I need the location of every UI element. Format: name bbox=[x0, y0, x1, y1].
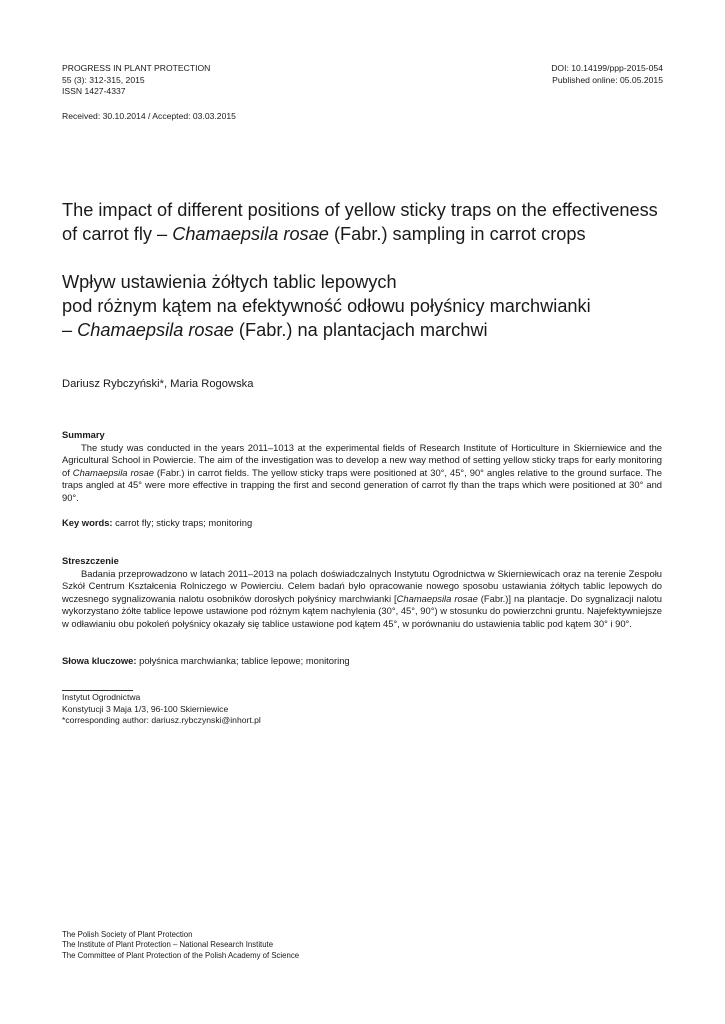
published-online: Published online: 05.05.2015 bbox=[552, 74, 663, 85]
received-accepted-dates: Received: 30.10.2014 / Accepted: 03.03.2015 bbox=[62, 111, 236, 121]
streszczenie-text-1: Badania przeprowadzono w latach 2011–2013 na polach doświadczalnych Instytutu Ogrodnictwa w Skierniewicach oraz na terenie Zespołu Szkół Centrum Kształcenia Rolniczego w Powierciu. Celem badań było opracowanie nowego sposobu ustawiania żółtych tablic lepowych do wczesnego sygnalizowania nalotu osobników dorosłych połyśnicy marchwianki [ bbox=[62, 567, 662, 604]
streszczenie-text bbox=[62, 568, 662, 631]
publisher-organizations bbox=[62, 930, 299, 961]
title-pl-line1: Wpływ ustawienia żółtych tablic lepowych bbox=[62, 272, 397, 292]
journal-volume: 55 (3): 312-315, 2015 bbox=[62, 74, 145, 85]
summary-text bbox=[62, 442, 662, 505]
summary-text-2: (Fabr.) in carrot fields. The yellow sticky traps were positioned at 30°, 45°, 90° angles relative to the ground surface. The traps angled at 45° were more effective in trapping the first and second generation of carrot fly than the traps which were positioned at 30° and 90°. bbox=[62, 466, 662, 503]
slowa-kluczowe-value: połyśnica marchwianka; tablice lepowe; monitoring bbox=[136, 655, 350, 666]
title-en-species: Chamaepsila rosae bbox=[172, 224, 329, 244]
title-pl-line3-prefix: – bbox=[62, 320, 78, 340]
journal-issn: ISSN 1427-4337 bbox=[62, 86, 126, 96]
authors: Dariusz Rybczyński*, Maria Rogowska bbox=[62, 378, 254, 390]
footnote-institute: Instytut Ogrodnictwa bbox=[62, 692, 141, 702]
slowa-kluczowe-label: Słowa kluczowe: bbox=[62, 655, 137, 666]
streszczenie-text-2: (Fabr.)] na plantacje. Do sygnalizacji nalotu wykorzystano żółte tablice lepowe ustawione pod różnym kątem nachylenia (30°, 45°, 90°) w stosunku do powierzchni gruntu. Najefektywniejsze w odławianiu obu pokoleń połyśnicy okazały się tablice ustawione pod kątem 45°, w porównaniu do ustawienia tablic pod kątem 30° i 90°. bbox=[62, 592, 662, 629]
organization-3: The Committee of Plant Protection of the Polish Academy of Science bbox=[62, 950, 300, 960]
summary-heading: Summary bbox=[62, 429, 105, 440]
footnote-divider bbox=[62, 690, 133, 691]
footnote-address: Konstytucji 3 Maja 1/3, 96-100 Skierniewice bbox=[62, 703, 229, 714]
keywords bbox=[62, 517, 662, 530]
article-doi-info bbox=[551, 63, 663, 86]
keywords-label: Key words: bbox=[62, 517, 113, 528]
title-pl-line3-suffix: (Fabr.) na plantacjach marchwi bbox=[233, 320, 488, 340]
title-pl-line2: pod różnym kątem na efektywność odłowu połyśnicy marchwianki bbox=[62, 296, 591, 316]
streszczenie-species: Chamaepsila rosae bbox=[396, 592, 478, 604]
summary-section bbox=[62, 429, 662, 505]
footnote-corresponding-author: *corresponding author: dariusz.rybczynski@inhort.pl bbox=[62, 715, 261, 725]
summary-text-1: The study was conducted in the years 2011–1013 at the experimental fields of Research Institute of Horticulture in Skierniewice and the Agricultural School in Powiercie. The aim of the investigation was to develop a new way method of setting yellow sticky traps for early monitoring of bbox=[62, 441, 662, 478]
journal-info bbox=[62, 63, 210, 98]
affiliation-footnote bbox=[62, 692, 261, 727]
title-pl-line3 bbox=[62, 318, 672, 342]
organization-1: The Polish Society of Plant Protection bbox=[62, 930, 193, 939]
streszczenie-section bbox=[62, 555, 662, 631]
organization-2: The Institute of Plant Protection – National Research Institute bbox=[62, 940, 274, 950]
title-english bbox=[62, 198, 672, 246]
title-polish bbox=[62, 270, 672, 342]
summary-species: Chamaepsila rosae bbox=[72, 466, 154, 478]
title-en-part1: The impact of different positions of yellow sticky traps on the effectiveness of carrot fly – bbox=[62, 200, 658, 244]
journal-name: PROGRESS IN PLANT PROTECTION bbox=[62, 63, 211, 73]
doi: DOI: 10.14199/ppp-2015-054 bbox=[551, 63, 663, 73]
title-en-part2: (Fabr.) sampling in carrot crops bbox=[328, 224, 586, 244]
title-pl-species: Chamaepsila rosae bbox=[77, 320, 234, 340]
keywords-value: carrot fly; sticky traps; monitoring bbox=[112, 517, 253, 528]
streszczenie-heading: Streszczenie bbox=[62, 555, 119, 566]
slowa-kluczowe bbox=[62, 655, 662, 668]
